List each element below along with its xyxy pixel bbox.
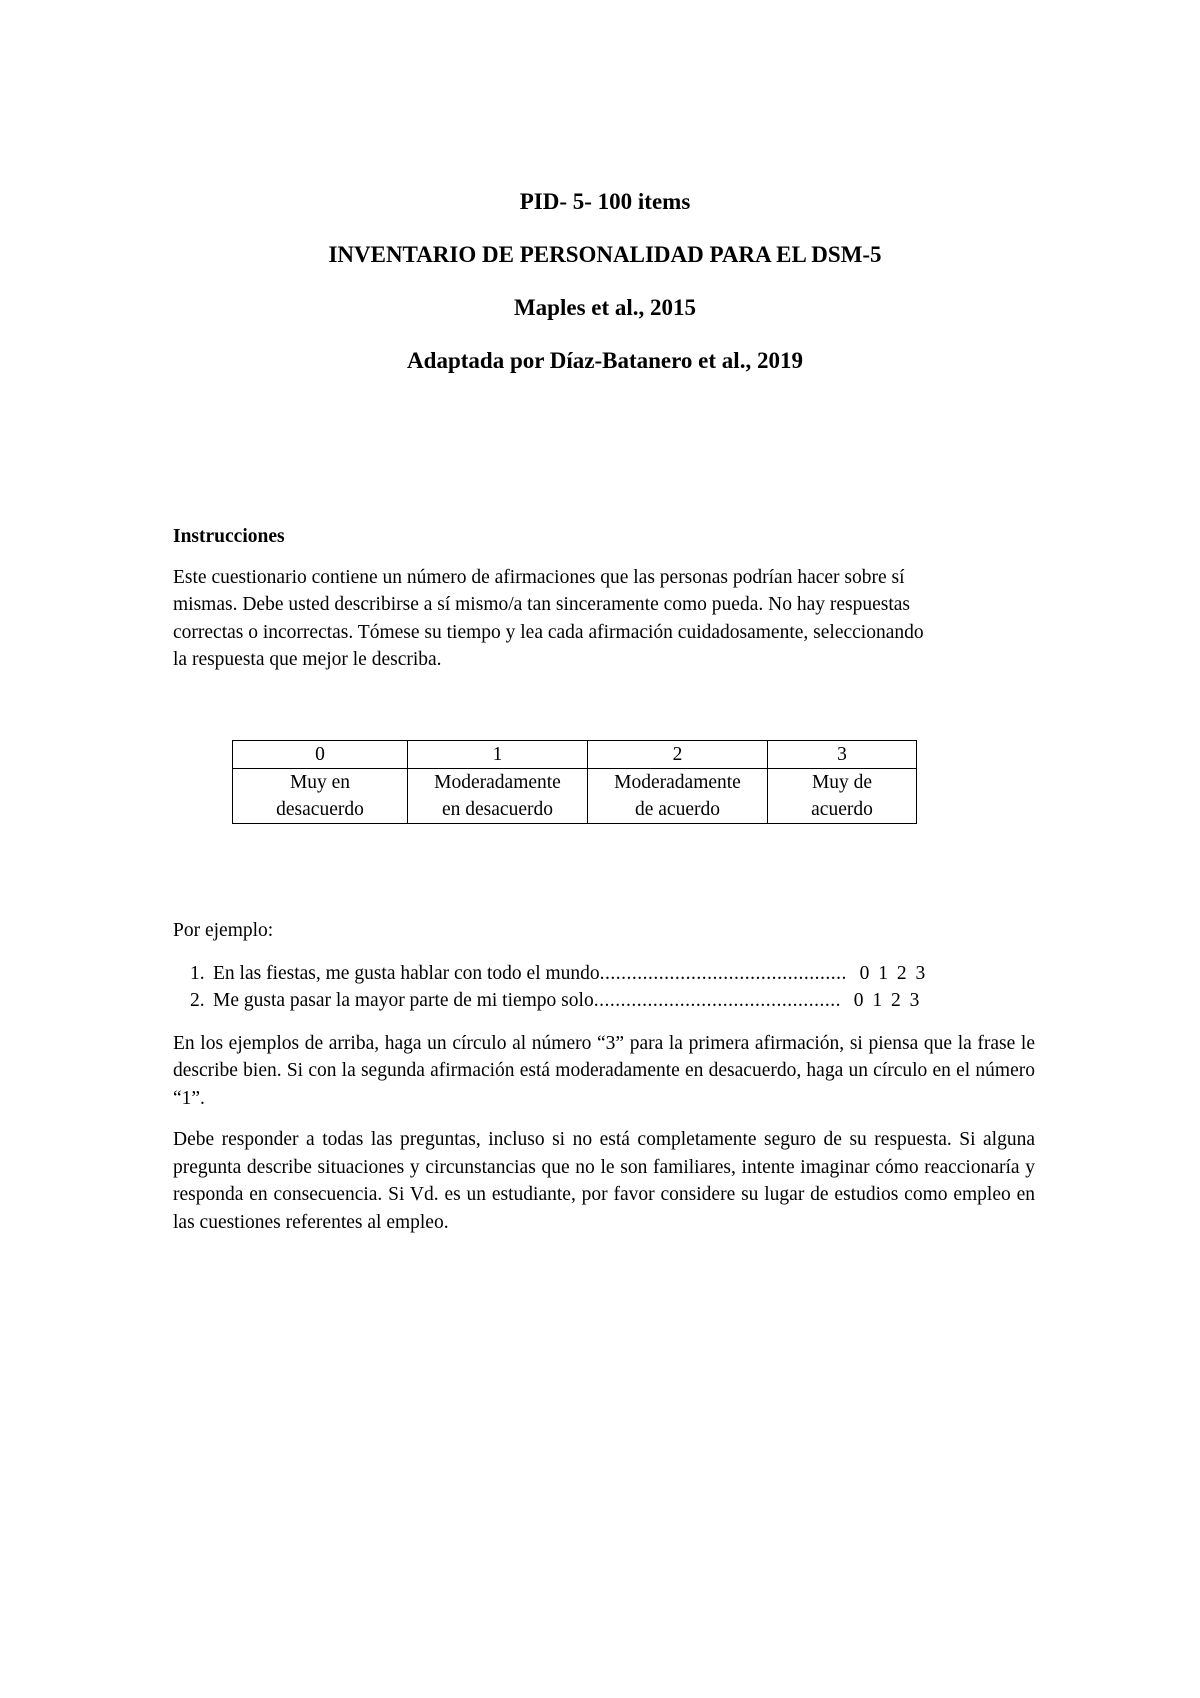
scale-label-line: Moderadamente [434,772,561,793]
example-leader-dots: .............................................. [599,962,847,984]
scale-label-line: Moderadamente [614,772,741,793]
examples-list [173,960,1035,1015]
list-item [173,960,1035,988]
examples-section [173,917,1035,1250]
scale-label-cell [408,769,588,824]
examples-explanation: En los ejemplos de arriba, haga un círculo al número “3” para la primera afirmación, si piensa que la frase le describe bien. Si con la segunda afirmación está moderadamente en desacuerdo, haga un círculo en el número “1”. [173,1032,1035,1109]
scale-label-cell [768,769,917,824]
example-text: Me gusta pasar la mayor parte de mi tiempo solo [213,990,594,1011]
scale-label-line: Muy de [811,772,873,793]
examples-intro: Por ejemplo: [173,920,274,941]
list-item [173,987,1035,1015]
scale-value-cell: 1 [408,741,588,769]
title-block [0,188,1200,400]
document-subtitle: INVENTARIO DE PERSONALIDAD PARA EL DSM-5 [328,242,882,267]
scale-labels-row [233,769,917,824]
instructions-line: mismas. Debe usted describirse a sí mismo/a tan sinceramente como pueda. No hay respuestas [173,594,911,615]
response-scale-table [232,740,917,824]
document-adaptation: Adaptada por Díaz-Batanero et al., 2019 [407,348,803,373]
scale-label-cell [233,769,408,824]
instructions-section [173,523,1035,674]
scale-label-line: Muy en [289,772,351,793]
example-number: 2. [190,990,205,1011]
scale-value-cell: 2 [588,741,768,769]
example-text: En las fiestas, me gusta hablar con todo el mundo [213,962,600,984]
instructions-paragraph [173,564,1035,674]
instructions-heading: Instrucciones [173,526,285,547]
scale-value-cell: 0 [233,741,408,769]
document-authors: Maples et al., 2015 [513,295,697,320]
final-note: Debe responder a todas las preguntas, incluso si no está completamente seguro de su respuesta. Si alguna pregunta describe situaciones y circunstancias que no le son familiares, intente imaginar cómo reaccionaría y responda en consecuencia. Si Vd. es un estudiante, por favor considere su lugar de estudios como empleo en las cuestiones referentes al empleo. [173,1129,1035,1233]
scale-label-line: desacuerdo [276,799,364,820]
instructions-line: Este cuestionario contiene un número de afirmaciones que las personas podrían hacer sobre sí [173,566,905,588]
scale-label-line: acuerdo [811,799,873,820]
example-leader-dots: .............................................. [593,990,841,1011]
scale-label-cell [588,769,768,824]
scale-label-line: en desacuerdo [442,799,553,820]
example-scale: 0 1 2 3 [859,962,926,984]
example-number: 1. [190,962,205,984]
scale-label-line: de acuerdo [635,799,720,820]
instructions-line: la respuesta que mejor le describa. [173,649,442,670]
scale-values-row [233,741,917,769]
instructions-line: correctas o incorrectas. Tómese su tiempo y lea cada afirmación cuidadosamente, seleccionando [173,621,924,643]
scale-value-cell: 3 [768,741,917,769]
example-scale: 0 1 2 3 [853,990,920,1011]
document-title: PID- 5- 100 items [519,189,691,214]
